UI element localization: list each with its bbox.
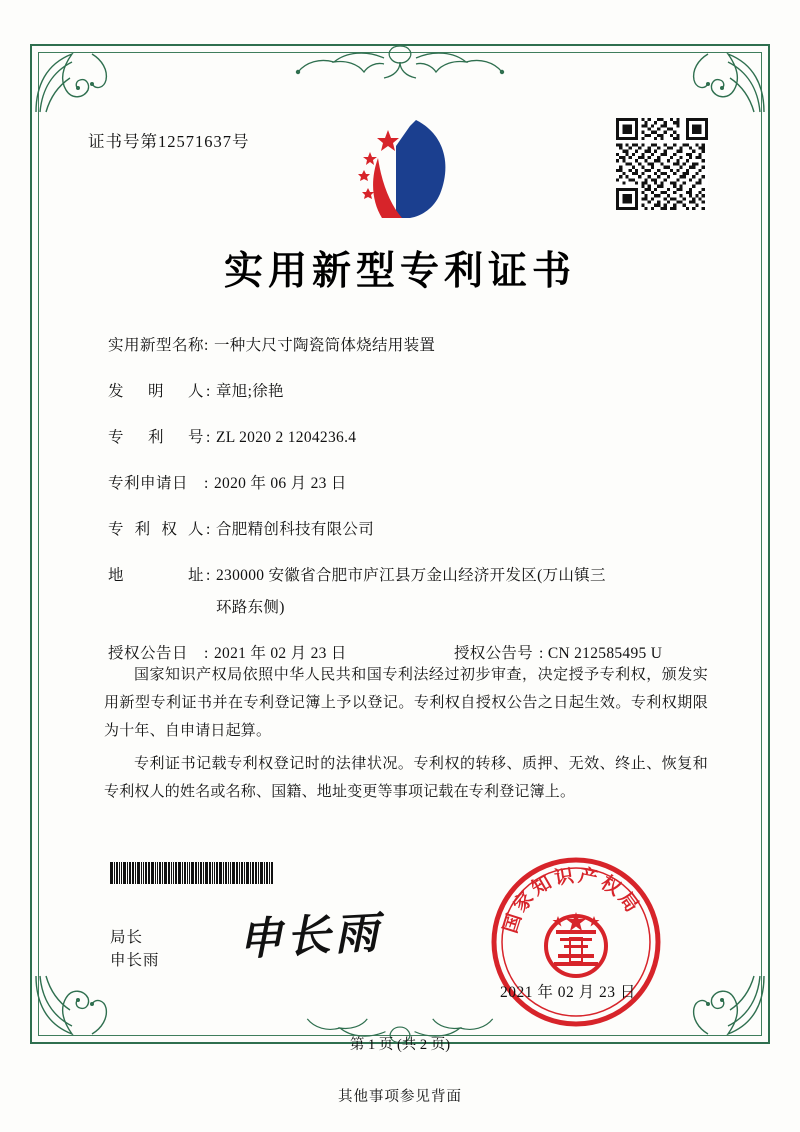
corner-ornament-top-right	[682, 46, 768, 116]
field-separator: :	[206, 521, 211, 539]
field-label-grant-date: 授权公告日	[108, 645, 189, 663]
top-center-ornament	[250, 40, 550, 84]
field-label-name: 实用新型名称	[108, 337, 205, 354]
field-value-name: 一种大尺寸陶瓷筒体烧结用装置	[214, 337, 436, 354]
corner-ornament-top-left	[32, 46, 118, 116]
field-value-grant-number: CN 212585495 U	[547, 645, 663, 663]
field-label-grant-number: 授权公告号	[454, 645, 534, 663]
field-separator: :	[204, 645, 209, 663]
field-label-application-date: 专利申请日	[108, 475, 189, 493]
address-line-2: 环路东侧)	[216, 599, 285, 617]
field-separator: :	[204, 337, 209, 354]
field-label-inventor: 发 明 人	[108, 383, 204, 401]
field-separator: :	[204, 475, 209, 493]
handwritten-signature: 申长雨	[236, 907, 384, 966]
corner-ornament-bottom-left	[32, 972, 118, 1042]
field-label-address: 地 址	[108, 567, 204, 585]
field-label-patentee: 专 利 权 人	[108, 521, 204, 539]
national-emblem-seal-icon	[488, 854, 664, 1030]
back-side-note: 其他事项参见背面	[338, 1089, 462, 1105]
qr-code-icon	[616, 118, 708, 210]
field-separator: :	[206, 429, 211, 447]
field-value-grant-date: 2021 年 02 月 23 日	[214, 645, 347, 663]
page-number: 第 1 页 (共 2 页)	[349, 1037, 451, 1053]
field-row-address	[108, 564, 708, 620]
field-row-name	[108, 334, 708, 358]
cnipa-logo-icon	[348, 112, 468, 224]
field-value-patent-number: ZL 2020 2 1204236.4	[216, 429, 357, 447]
field-list	[108, 334, 708, 688]
certificate-number: 证书号第12571637号	[88, 132, 250, 151]
legal-paragraph-2: 专利证书记载专利权登记时的法律状况。专利权的转移、质押、无效、终止、恢复和专利权人的姓名或名称、国籍、地址变更等事项记载在专利登记簿上。	[104, 756, 708, 800]
barcode-icon	[110, 862, 302, 884]
director-name: 申长雨	[110, 952, 160, 970]
field-value-inventor: 章旭;徐艳	[216, 383, 284, 401]
page-title: 实用新型专利证书	[223, 248, 576, 294]
field-row-patent-number	[108, 426, 708, 450]
field-value-application-date: 2020 年 06 月 23 日	[214, 475, 347, 493]
address-line-1: 230000 安徽省合肥市庐江县万金山经济开发区(万山镇三	[216, 567, 606, 585]
field-separator: :	[539, 645, 548, 663]
field-row-patentee	[108, 518, 708, 542]
corner-ornament-bottom-right	[682, 972, 768, 1042]
field-row-application-date	[108, 472, 708, 496]
field-value-address	[216, 564, 708, 620]
signature-labels	[110, 926, 160, 973]
seal-date: 2021 年 02 月 23 日	[500, 984, 636, 1001]
office-label: 局长	[110, 929, 144, 946]
svg-text:国家知识产权局: 国家知识产权局	[499, 864, 645, 936]
field-row-inventor	[108, 380, 708, 404]
field-label-patent-number: 专 利 号	[108, 429, 204, 447]
field-value-patentee: 合肥精创科技有限公司	[216, 521, 375, 539]
field-separator: :	[206, 567, 211, 585]
legal-text-block	[104, 662, 708, 813]
field-separator: :	[206, 383, 211, 401]
legal-paragraph-1: 国家知识产权局依照中华人民共和国专利法经过初步审查，决定授予专利权，颁发实用新型专利证书并在专利登记簿上予以登记。专利权自授权公告之日起生效。专利权期限为十年、自申请日起算。	[104, 667, 708, 739]
